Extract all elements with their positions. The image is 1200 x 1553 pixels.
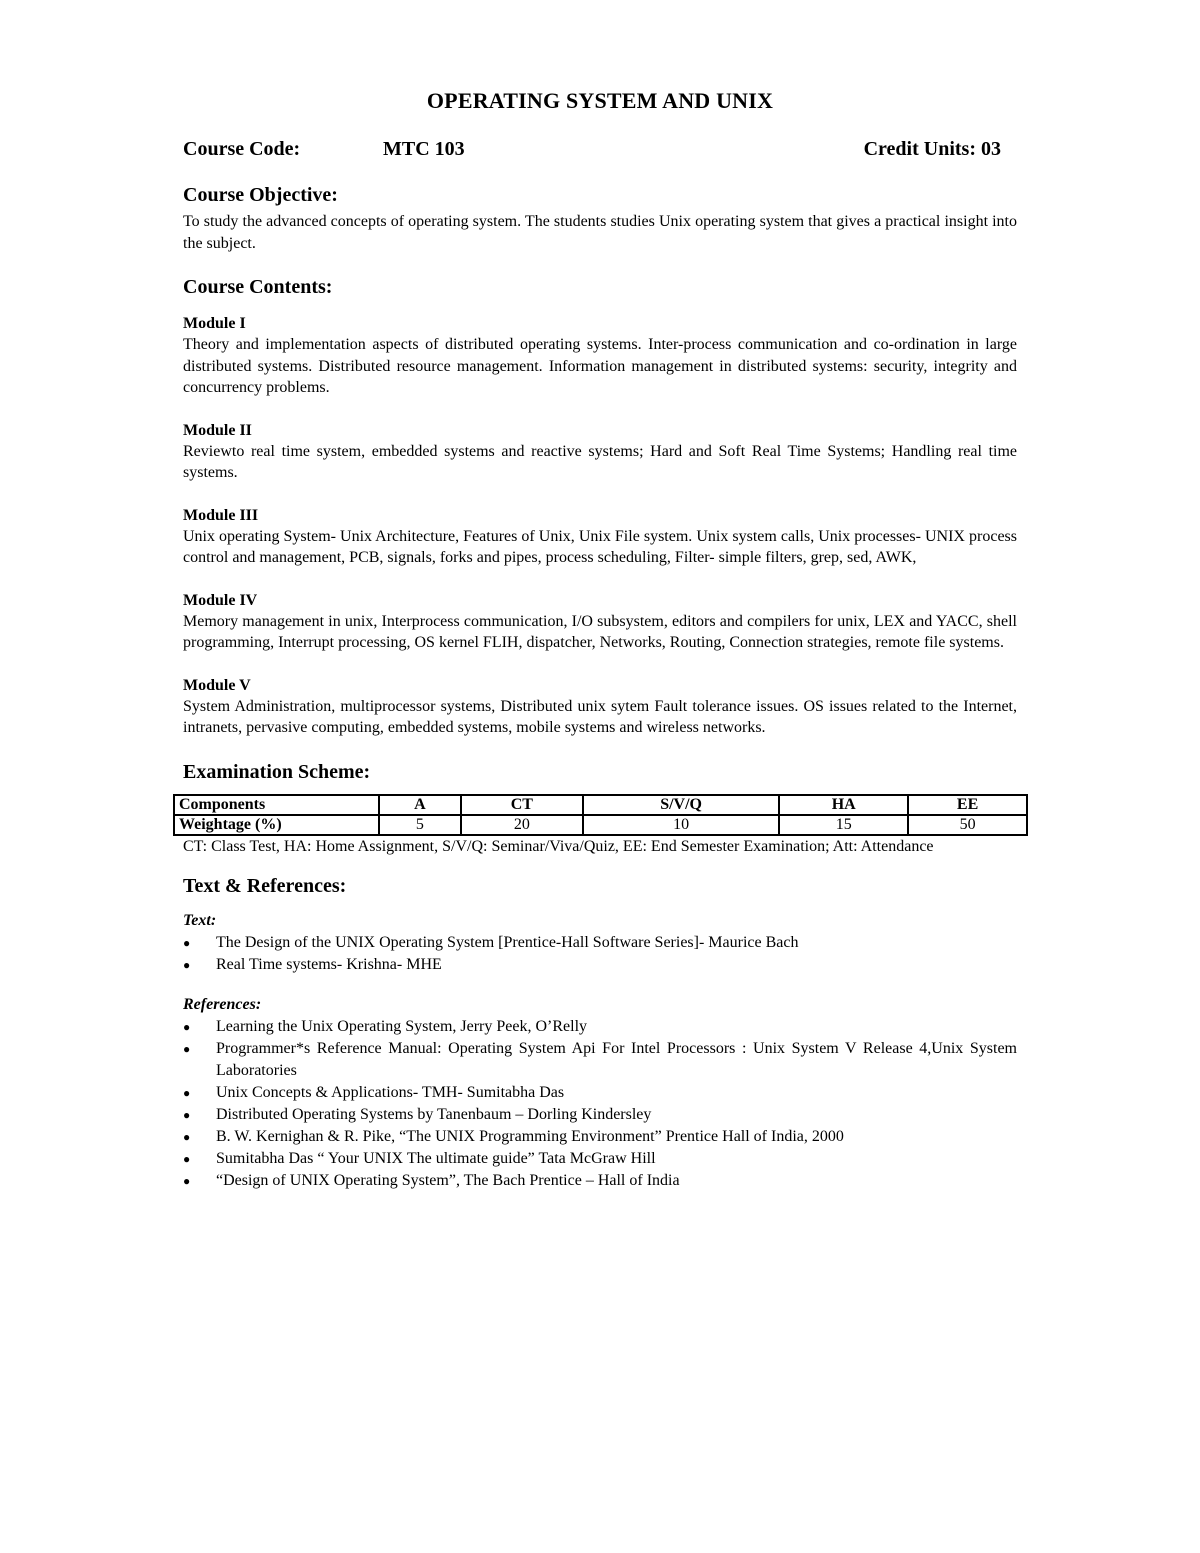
module-3 <box>183 505 1017 569</box>
table-cell: Weightage (%) <box>174 815 379 835</box>
module-title: Module III <box>183 506 259 524</box>
bullet-icon: ● <box>183 1019 191 1034</box>
objective-heading: Course Objective: <box>183 184 338 206</box>
bullet-icon: ● <box>183 935 191 950</box>
objective-text: To study the advanced concepts of operating system. The students studies Unix operating system that gives a practical insight into the subject. <box>183 213 1017 252</box>
table-cell: 15 <box>779 815 908 835</box>
list-item: ● The Design of the UNIX Operating System [Prentice-Hall Software Series]- Maurice Bach <box>183 932 1017 954</box>
list-item: ● Programmer*s Reference Manual: Operating System Api For Intel Processors : Unix System V Release 4,Unix System Laboratories <box>183 1039 1017 1079</box>
page-title: OPERATING SYSTEM AND UNIX <box>426 88 774 113</box>
table-row <box>174 815 1027 835</box>
course-code-value: MTC 103 <box>383 138 465 160</box>
bullet-icon: ● <box>183 1041 191 1056</box>
bullet-icon: ● <box>183 1129 191 1144</box>
module-text: Memory management in unix, Interprocess communication, I/O subsystem, editors and compilers for unix, LEX and YACC, shell programming, Interrupt processing, OS kernel FLIH, dispatcher, Networks, Routing, Connection strategies, remote file systems. <box>183 612 1017 651</box>
module-title: Module II <box>183 421 252 439</box>
module-title: Module I <box>183 315 246 332</box>
text-books-label: Text: <box>183 911 217 929</box>
module-title: Module IV <box>183 591 258 609</box>
module-1 <box>183 313 1017 399</box>
module-text: Unix operating System- Unix Architecture, Features of Unix, Unix File system. Unix system calls, Unix processes- UNIX process control and management, PCB, signals, forks and pipes, process scheduling, Filter- simple filters, grep, sed, AWK, <box>183 527 1017 566</box>
exam-table <box>173 794 1028 836</box>
module-4 <box>183 590 1017 654</box>
module-5 <box>183 675 1017 739</box>
bullet-icon: ● <box>183 1107 191 1122</box>
table-cell: 50 <box>908 815 1027 835</box>
list-item: ● Sumitabha Das “ Your UNIX The ultimate guide” Tata McGraw Hill <box>183 1148 1017 1170</box>
bullet-icon: ● <box>183 1085 191 1100</box>
table-cell: EE <box>908 795 1027 815</box>
table-cell: CT <box>461 795 583 815</box>
table-cell: Components <box>174 795 379 815</box>
module-text: Theory and implementation aspects of distributed operating systems. Inter-process communication and co-ordination in large distributed systems. Distributed resource management. Information management in distributed systems: security, integrity and concurrency problems. <box>183 336 1017 396</box>
list-item: ● Unix Concepts & Applications- TMH- Sumitabha Das <box>183 1082 1017 1104</box>
bullet-icon: ● <box>183 1173 191 1188</box>
references-list <box>183 1016 1017 1192</box>
contents-heading: Course Contents: <box>183 276 333 298</box>
references-heading: Text & References: <box>183 874 347 897</box>
list-item: ● Distributed Operating Systems by Tanenbaum – Dorling Kindersley <box>183 1104 1017 1126</box>
list-item: ● Real Time systems- Krishna- MHE <box>183 954 1017 976</box>
list-item: ● B. W. Kernighan & R. Pike, “The UNIX Programming Environment” Prentice Hall of India, 2000 <box>183 1126 1017 1148</box>
text-books-list <box>183 932 1017 976</box>
table-row <box>174 795 1027 815</box>
exam-heading: Examination Scheme: <box>183 760 371 783</box>
module-2 <box>183 420 1017 484</box>
table-cell: 5 <box>379 815 461 835</box>
bullet-icon: ● <box>183 1151 191 1166</box>
table-cell: S/V/Q <box>583 795 779 815</box>
table-cell: HA <box>779 795 908 815</box>
credit-units: Credit Units: 03 <box>863 138 1001 160</box>
references-label: References: <box>183 995 262 1013</box>
table-cell: A <box>379 795 461 815</box>
module-text: Reviewto real time system, embedded systems and reactive systems; Hard and Soft Real Time Systems; Handling real time systems. <box>183 442 1017 481</box>
exam-legend: CT: Class Test, HA: Home Assignment, S/V/Q: Seminar/Viva/Quiz, EE: End Semester Examination; Att: Attendance <box>183 837 934 855</box>
course-code-label: Course Code: <box>183 138 301 160</box>
module-text: System Administration, multiprocessor systems, Distributed unix sytem Fault tolerance issues. OS issues related to the Internet, intranets, pervasive computing, embedded systems, mobile systems and wireless networks. <box>183 697 1017 736</box>
document-page <box>179 88 1017 1192</box>
module-title: Module V <box>183 676 251 694</box>
list-item: ● Learning the Unix Operating System, Jerry Peek, O’Relly <box>183 1016 1017 1038</box>
table-cell: 10 <box>583 815 779 835</box>
bullet-icon: ● <box>183 957 191 972</box>
table-cell: 20 <box>461 815 583 835</box>
course-info-row <box>183 138 1017 164</box>
list-item: ● “Design of UNIX Operating System”, The Bach Prentice – Hall of India <box>183 1170 1017 1192</box>
